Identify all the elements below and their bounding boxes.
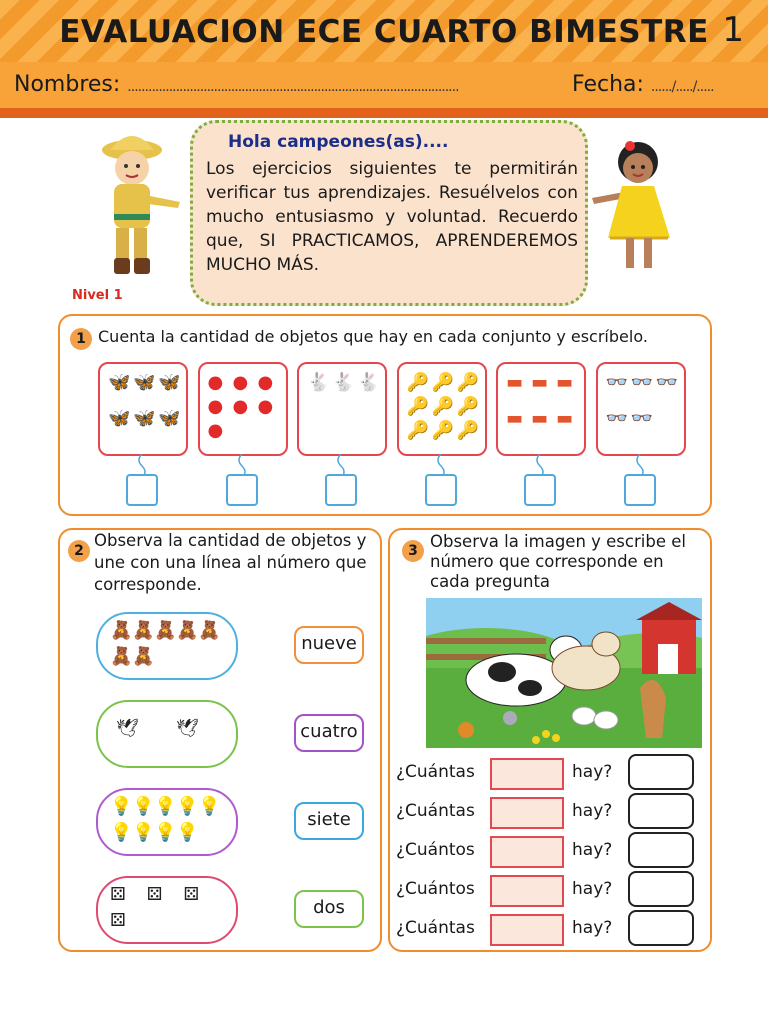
glasses-icon: 👓	[630, 372, 653, 393]
dice-icon: ⚄	[110, 910, 126, 931]
section-3-instruction: Observa la imagen y escribe el número que corresponde en cada pregunta	[430, 532, 686, 591]
eraser-icon: ▬	[531, 408, 549, 429]
butterfly-icon: 🦋	[108, 372, 131, 393]
key-icon: 🔑	[456, 420, 479, 441]
date-label: Fecha:	[572, 72, 644, 97]
section-2-instruction: Observa la cantidad de objetos y une con una línea al número que corresponde.	[94, 531, 367, 594]
dice-icon: ⚄	[183, 884, 199, 905]
bear-icon: 🧸	[132, 620, 155, 641]
answer-box[interactable]	[425, 474, 457, 506]
number-word-option[interactable]: nueve	[294, 626, 364, 664]
ball-icon: ●	[257, 396, 274, 417]
butterfly-icon: 🦋	[108, 408, 131, 429]
bulb-icon: 💡	[110, 822, 133, 843]
answer-box[interactable]	[126, 474, 158, 506]
date-row	[572, 72, 714, 97]
names-label: Nombres:	[14, 72, 121, 97]
bulb-icon: 💡	[154, 796, 177, 817]
eraser-icon: ▬	[556, 408, 574, 429]
question-prefix: ¿Cuántos	[396, 840, 475, 860]
question-suffix: hay?	[572, 840, 613, 860]
bulb-icon: 💡	[132, 822, 155, 843]
eraser-icon: ▬	[506, 372, 524, 393]
ball-icon: ●	[207, 420, 224, 441]
object-set-frame	[198, 362, 288, 456]
rabbit-icon: 🐇	[307, 372, 330, 393]
question-suffix: hay?	[572, 762, 613, 782]
names-row	[14, 72, 459, 97]
object-set-frame	[297, 362, 387, 456]
hen-icon	[490, 797, 564, 829]
eraser-icon: ▬	[506, 408, 524, 429]
date-field[interactable]: ....../...../.....	[650, 79, 714, 95]
butterfly-icon: 🦋	[158, 372, 181, 393]
intro-title: Hola campeones(as)....	[228, 132, 449, 152]
key-icon: 🔑	[406, 396, 429, 417]
key-icon: 🔑	[406, 372, 429, 393]
chick-icon	[490, 836, 564, 868]
question-prefix: ¿Cuántas	[396, 801, 475, 821]
butterfly-icon: 🦋	[133, 408, 156, 429]
page-title: EVALUACION ECE CUARTO BIMESTRE	[59, 14, 709, 50]
bear-icon: 🧸	[176, 620, 199, 641]
page-number: 1	[722, 10, 744, 50]
ball-icon: ●	[257, 372, 274, 393]
names-field[interactable]: ................................................................................................	[127, 79, 459, 95]
answer-box[interactable]	[325, 474, 357, 506]
question-prefix: ¿Cuántas	[396, 918, 475, 938]
question-suffix: hay?	[572, 918, 613, 938]
question-prefix: ¿Cuántas	[396, 762, 475, 782]
bulb-icon: 💡	[132, 796, 155, 817]
object-cloud	[96, 876, 238, 944]
object-cloud	[96, 700, 238, 768]
glasses-icon: 👓	[605, 372, 628, 393]
dice-icon: ⚄	[110, 884, 126, 905]
dice-icon: ⚄	[146, 884, 163, 905]
object-set-frame	[596, 362, 686, 456]
header-base-band	[0, 108, 768, 118]
eraser-icon: ▬	[556, 372, 574, 393]
ball-icon: ●	[232, 396, 249, 417]
glasses-icon: 👓	[655, 372, 678, 393]
cow-icon	[490, 758, 564, 790]
farm-scene-image	[426, 598, 702, 748]
cat-icon	[490, 914, 564, 946]
bear-icon: 🧸	[132, 646, 155, 667]
section-1-number: 1	[70, 328, 92, 350]
key-icon: 🔑	[431, 372, 454, 393]
key-icon: 🔑	[431, 420, 454, 441]
rabbit-icon: 🐇	[332, 372, 355, 393]
girl-character-icon	[588, 138, 688, 278]
object-cloud	[96, 612, 238, 680]
object-set-frame	[98, 362, 188, 456]
level-label: Nivel 1	[72, 288, 123, 303]
bulb-icon: 💡	[198, 796, 221, 817]
dove-icon: 🕊	[116, 718, 139, 739]
bulb-icon: 💡	[176, 796, 199, 817]
butterfly-icon: 🦋	[158, 408, 181, 429]
question-answer-box[interactable]	[628, 871, 694, 907]
glasses-icon: 👓	[630, 408, 653, 429]
answer-box[interactable]	[524, 474, 556, 506]
dog-icon	[490, 875, 564, 907]
section-1-instruction: Cuenta la cantidad de objetos que hay en cada conjunto y escríbelo.	[98, 327, 648, 346]
bulb-icon: 💡	[176, 822, 199, 843]
bear-icon: 🧸	[110, 646, 133, 667]
answer-box[interactable]	[624, 474, 656, 506]
ball-icon: ●	[207, 372, 224, 393]
boy-character-icon	[88, 128, 188, 288]
ball-icon: ●	[207, 396, 224, 417]
eraser-icon: ▬	[531, 372, 549, 393]
object-set-frame	[397, 362, 487, 456]
question-suffix: hay?	[572, 801, 613, 821]
question-prefix: ¿Cuántos	[396, 879, 475, 899]
section-3-number: 3	[402, 540, 424, 562]
key-icon: 🔑	[456, 396, 479, 417]
ball-icon: ●	[232, 372, 249, 393]
bulb-icon: 💡	[154, 822, 177, 843]
intro-text: Los ejercicios siguientes te permitirán verificar tus aprendizajes. Resuélvelos con mucho entusiasmo y voluntad. Recuerdo que, SI PRACTICAMOS, APRENDEREMOS MUCHO MÁS.	[206, 159, 578, 275]
number-word-option[interactable]: cuatro	[294, 714, 364, 752]
bear-icon: 🧸	[110, 620, 133, 641]
dove-icon: 🕊	[176, 718, 199, 739]
object-cloud	[96, 788, 238, 856]
glasses-icon: 👓	[605, 408, 628, 429]
bulb-icon: 💡	[110, 796, 133, 817]
key-icon: 🔑	[406, 420, 429, 441]
question-suffix: hay?	[572, 879, 613, 899]
rabbit-icon: 🐇	[357, 372, 380, 393]
butterfly-icon: 🦋	[133, 372, 156, 393]
number-word-option[interactable]: dos	[294, 890, 364, 928]
object-set-frame	[496, 362, 586, 456]
number-word-option[interactable]: siete	[294, 802, 364, 840]
answer-box[interactable]	[226, 474, 258, 506]
key-icon: 🔑	[431, 396, 454, 417]
question-answer-box[interactable]	[628, 754, 694, 790]
question-answer-box[interactable]	[628, 832, 694, 868]
question-answer-box[interactable]	[628, 910, 694, 946]
question-answer-box[interactable]	[628, 793, 694, 829]
bear-icon: 🧸	[154, 620, 177, 641]
section-2-number: 2	[68, 540, 90, 562]
bear-icon: 🧸	[198, 620, 221, 641]
key-icon: 🔑	[456, 372, 479, 393]
